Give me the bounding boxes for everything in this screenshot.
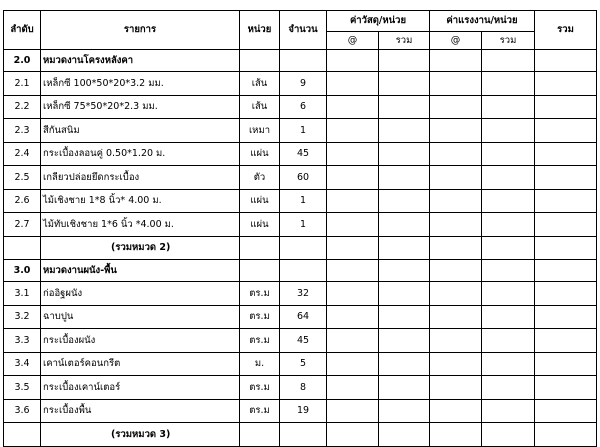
row-labor-sum [482, 329, 535, 353]
row-material-sum [379, 95, 430, 119]
row-item: ฉาบปูน [41, 305, 240, 329]
row-labor-sum [482, 142, 535, 166]
row-material-at [327, 352, 379, 376]
row-labor-at [430, 189, 482, 213]
table-row [4, 305, 597, 329]
row-material-at [327, 142, 379, 166]
row-labor-sum [482, 189, 535, 213]
row-qty [280, 423, 327, 447]
header-labor: ค่าแรงงาน/หน่วย [430, 11, 535, 32]
table-row [4, 282, 597, 306]
row-item: เหล็กซี 100*50*20*3.2 มม. [41, 72, 240, 96]
row-total [535, 50, 597, 72]
row-number: 3.4 [4, 352, 41, 376]
row-material-sum [379, 166, 430, 190]
row-total [535, 95, 597, 119]
header-material-at: @ [327, 32, 379, 50]
row-qty [280, 260, 327, 282]
row-qty: 19 [280, 399, 327, 423]
row-labor-at [430, 236, 482, 260]
row-labor-sum [482, 166, 535, 190]
row-total [535, 166, 597, 190]
row-unit: แผ่น [240, 142, 280, 166]
table-row [4, 352, 597, 376]
row-labor-at [430, 260, 482, 282]
header-item: รายการ [41, 11, 240, 50]
row-labor-sum [482, 119, 535, 143]
row-material-sum [379, 72, 430, 96]
row-total [535, 236, 597, 260]
row-material-at [327, 376, 379, 400]
row-total [535, 399, 597, 423]
row-labor-at [430, 119, 482, 143]
row-material-at [327, 189, 379, 213]
row-material-at [327, 50, 379, 72]
header-labor-at: @ [430, 32, 482, 50]
row-material-at [327, 236, 379, 260]
header-material: ค่าวัสดุ/หน่วย [327, 11, 430, 32]
row-qty: 32 [280, 282, 327, 306]
row-unit: ตร.ม [240, 376, 280, 400]
row-unit: เหมา [240, 119, 280, 143]
row-unit: แผ่น [240, 213, 280, 237]
row-labor-at [430, 423, 482, 447]
row-item: ไม้เชิงชาย 1*8 นิ้ว* 4.00 ม. [41, 189, 240, 213]
row-total [535, 376, 597, 400]
row-labor-sum [482, 213, 535, 237]
row-total [535, 119, 597, 143]
row-labor-at [430, 166, 482, 190]
row-number: 3.2 [4, 305, 41, 329]
row-labor-sum [482, 399, 535, 423]
row-unit: เส้น [240, 95, 280, 119]
header-labor-sum: รวม [482, 32, 535, 50]
row-unit [240, 236, 280, 260]
row-material-sum [379, 305, 430, 329]
row-unit: ตร.ม [240, 329, 280, 353]
row-item: เคาน์เตอร์คอนกรีต [41, 352, 240, 376]
row-material-sum [379, 423, 430, 447]
row-labor-sum [482, 72, 535, 96]
row-qty: 8 [280, 376, 327, 400]
table-row [4, 95, 597, 119]
row-qty: 45 [280, 329, 327, 353]
header-material-sum: รวม [379, 32, 430, 50]
row-labor-at [430, 399, 482, 423]
row-item: (รวมหมวด 2) [41, 236, 240, 260]
row-item: กระเบื้องพื้น [41, 399, 240, 423]
row-labor-at [430, 142, 482, 166]
row-number: 2.7 [4, 213, 41, 237]
row-material-at [327, 213, 379, 237]
row-material-sum [379, 399, 430, 423]
row-material-at [327, 282, 379, 306]
table-row [4, 376, 597, 400]
row-labor-sum [482, 282, 535, 306]
row-item: ก่ออิฐผนัง [41, 282, 240, 306]
row-total [535, 142, 597, 166]
row-material-sum [379, 213, 430, 237]
row-material-sum [379, 236, 430, 260]
row-item: เหล็กซี 75*50*20*2.3 มม. [41, 95, 240, 119]
row-number: 2.1 [4, 72, 41, 96]
row-labor-at [430, 329, 482, 353]
row-unit: เส้น [240, 72, 280, 96]
row-labor-sum [482, 50, 535, 72]
row-material-sum [379, 352, 430, 376]
row-qty: 64 [280, 305, 327, 329]
row-labor-at [430, 72, 482, 96]
row-material-sum [379, 376, 430, 400]
row-item: กระเบื้องลอนคู่ 0.50*1.20 ม. [41, 142, 240, 166]
row-unit: ตร.ม [240, 282, 280, 306]
row-total [535, 189, 597, 213]
row-number: 3.6 [4, 399, 41, 423]
row-item: หมวดงานโครงหลังคา [41, 50, 240, 72]
row-unit: ตัว [240, 166, 280, 190]
row-qty: 60 [280, 166, 327, 190]
table-row [4, 329, 597, 353]
row-number: 3.0 [4, 260, 41, 282]
table-row [4, 119, 597, 143]
row-unit [240, 50, 280, 72]
row-labor-at [430, 305, 482, 329]
row-material-at [327, 423, 379, 447]
table-row [4, 142, 597, 166]
row-number [4, 423, 41, 447]
table-row [4, 189, 597, 213]
row-number [4, 236, 41, 260]
row-item: เกลียวปล่อยยึดกระเบื้อง [41, 166, 240, 190]
row-material-at [327, 119, 379, 143]
row-labor-at [430, 50, 482, 72]
table-row [4, 399, 597, 423]
row-material-sum [379, 119, 430, 143]
subtotal-row [4, 423, 597, 447]
row-material-sum [379, 329, 430, 353]
boq-body [4, 50, 597, 447]
row-labor-sum [482, 352, 535, 376]
boq-table [3, 10, 597, 447]
row-labor-at [430, 213, 482, 237]
row-unit [240, 423, 280, 447]
row-number: 2.2 [4, 95, 41, 119]
row-material-sum [379, 282, 430, 306]
row-labor-sum [482, 95, 535, 119]
row-qty: 1 [280, 213, 327, 237]
row-total [535, 72, 597, 96]
header-unit: หน่วย [240, 11, 280, 50]
row-number: 3.1 [4, 282, 41, 306]
subtotal-row [4, 236, 597, 260]
row-unit: ตร.ม [240, 399, 280, 423]
row-qty: 6 [280, 95, 327, 119]
row-total [535, 260, 597, 282]
table-row [4, 213, 597, 237]
row-number: 2.0 [4, 50, 41, 72]
row-qty: 45 [280, 142, 327, 166]
row-number: 2.6 [4, 189, 41, 213]
row-material-at [327, 95, 379, 119]
row-labor-sum [482, 236, 535, 260]
row-qty: 5 [280, 352, 327, 376]
row-qty [280, 236, 327, 260]
row-material-sum [379, 142, 430, 166]
row-number: 2.3 [4, 119, 41, 143]
header-no: ลำดับ [4, 11, 41, 50]
table-row [4, 166, 597, 190]
header-qty: จำนวน [280, 11, 327, 50]
row-labor-at [430, 376, 482, 400]
header-total: รวม [535, 11, 597, 50]
row-number: 3.5 [4, 376, 41, 400]
row-qty [280, 50, 327, 72]
row-labor-at [430, 282, 482, 306]
section-row [4, 50, 597, 72]
row-item: ไม้ทับเชิงชาย 1*6 นิ้ว *4.00 ม. [41, 213, 240, 237]
row-item: (รวมหมวด 3) [41, 423, 240, 447]
row-qty: 1 [280, 119, 327, 143]
row-material-sum [379, 50, 430, 72]
row-number: 3.3 [4, 329, 41, 353]
row-unit: แผ่น [240, 189, 280, 213]
row-item: สีกันสนิม [41, 119, 240, 143]
row-total [535, 423, 597, 447]
row-number: 2.5 [4, 166, 41, 190]
row-item: หมวดงานผนัง-พื้น [41, 260, 240, 282]
row-total [535, 213, 597, 237]
row-qty: 9 [280, 72, 327, 96]
row-material-at [327, 166, 379, 190]
row-material-at [327, 260, 379, 282]
row-material-at [327, 72, 379, 96]
section-row [4, 260, 597, 282]
row-material-sum [379, 189, 430, 213]
table-row [4, 72, 597, 96]
row-material-sum [379, 260, 430, 282]
row-item: กระเบื้องเคาน์เตอร์ [41, 376, 240, 400]
row-qty: 1 [280, 189, 327, 213]
row-labor-sum [482, 260, 535, 282]
row-total [535, 282, 597, 306]
row-labor-at [430, 352, 482, 376]
row-unit [240, 260, 280, 282]
row-labor-at [430, 95, 482, 119]
row-unit: ตร.ม [240, 305, 280, 329]
row-unit: ม. [240, 352, 280, 376]
row-labor-sum [482, 376, 535, 400]
row-material-at [327, 329, 379, 353]
row-total [535, 305, 597, 329]
row-labor-sum [482, 305, 535, 329]
row-item: กระเบื้องผนัง [41, 329, 240, 353]
row-material-at [327, 399, 379, 423]
row-labor-sum [482, 423, 535, 447]
row-number: 2.4 [4, 142, 41, 166]
row-total [535, 352, 597, 376]
row-material-at [327, 305, 379, 329]
row-total [535, 329, 597, 353]
